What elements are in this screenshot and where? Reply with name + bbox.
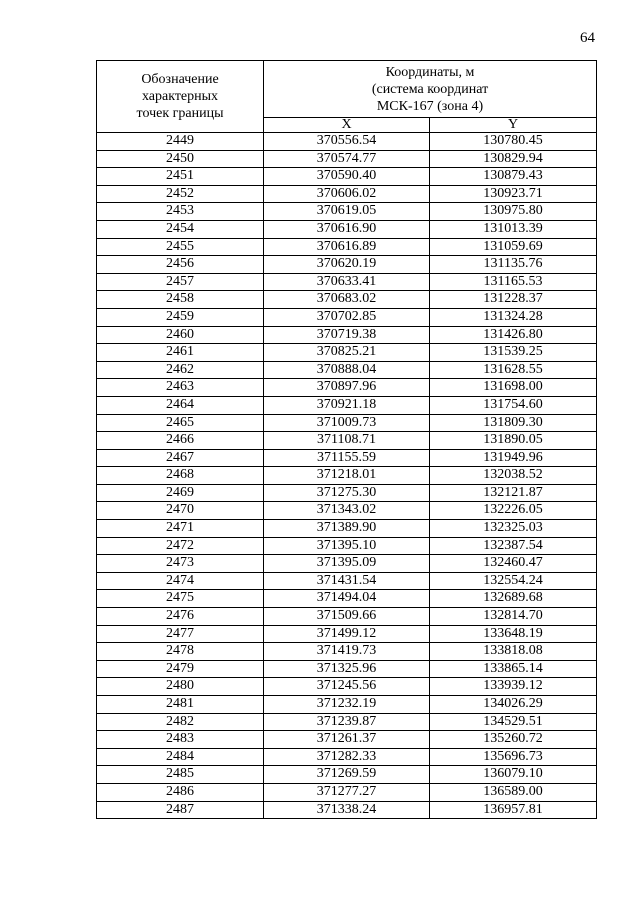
x-coordinate-cell: 371282.33 <box>264 748 430 766</box>
y-coordinate-cell: 133939.12 <box>430 678 597 696</box>
table-row <box>97 308 597 326</box>
y-coordinate-cell: 133818.08 <box>430 643 597 661</box>
x-coordinate-cell: 371338.24 <box>264 801 430 819</box>
point-cell: 2483 <box>97 731 264 749</box>
x-coordinate-cell: 371395.10 <box>264 537 430 555</box>
table-row <box>97 133 597 151</box>
table-row <box>97 678 597 696</box>
point-cell: 2454 <box>97 220 264 238</box>
x-coordinate-cell: 371325.96 <box>264 660 430 678</box>
table-row <box>97 449 597 467</box>
table-row <box>97 537 597 555</box>
point-cell: 2481 <box>97 696 264 714</box>
point-cell: 2466 <box>97 432 264 450</box>
table-row <box>97 396 597 414</box>
table-row <box>97 625 597 643</box>
point-cell: 2471 <box>97 520 264 538</box>
x-coordinate-cell: 370620.19 <box>264 256 430 274</box>
y-coordinate-cell: 131165.53 <box>430 273 597 291</box>
point-header-line-3: точек границы <box>136 106 224 121</box>
point-header-line-1: Обозначение <box>141 72 219 87</box>
x-coordinate-cell: 370719.38 <box>264 326 430 344</box>
table-row <box>97 414 597 432</box>
y-coordinate-cell: 130975.80 <box>430 203 597 221</box>
point-column-header <box>97 61 264 133</box>
coords-header-line-2: (система координат <box>371 81 489 97</box>
point-cell: 2452 <box>97 185 264 203</box>
table-row <box>97 291 597 309</box>
x-coordinate-cell: 370897.96 <box>264 379 430 397</box>
x-coordinate-cell: 370616.90 <box>264 220 430 238</box>
x-coordinate-cell: 370619.05 <box>264 203 430 221</box>
point-cell: 2458 <box>97 291 264 309</box>
table-row <box>97 168 597 186</box>
table-row <box>97 256 597 274</box>
point-cell: 2472 <box>97 537 264 555</box>
x-coordinate-cell: 371419.73 <box>264 643 430 661</box>
table-row <box>97 326 597 344</box>
y-coordinate-cell: 130829.94 <box>430 150 597 168</box>
y-coordinate-cell: 131809.30 <box>430 414 597 432</box>
page-number: 64 <box>580 30 595 46</box>
point-cell: 2456 <box>97 256 264 274</box>
y-coordinate-cell: 131228.37 <box>430 291 597 309</box>
point-cell: 2475 <box>97 590 264 608</box>
y-coordinate-cell: 131754.60 <box>430 396 597 414</box>
point-cell: 2473 <box>97 555 264 573</box>
table-row <box>97 203 597 221</box>
point-cell: 2449 <box>97 133 264 151</box>
y-coordinate-cell: 131426.80 <box>430 326 597 344</box>
coords-header-line-3: МСК-167 (зона 4) <box>376 98 484 114</box>
point-cell: 2461 <box>97 344 264 362</box>
y-coordinate-cell: 136079.10 <box>430 766 597 784</box>
table-row <box>97 379 597 397</box>
y-coordinate-cell: 132121.87 <box>430 484 597 502</box>
point-cell: 2451 <box>97 168 264 186</box>
y-coordinate-cell: 132387.54 <box>430 537 597 555</box>
table-row <box>97 273 597 291</box>
y-coordinate-cell: 136589.00 <box>430 783 597 801</box>
x-coordinate-cell: 370633.41 <box>264 273 430 291</box>
y-coordinate-cell: 132325.03 <box>430 520 597 538</box>
table-row <box>97 801 597 819</box>
x-coordinate-cell: 371389.90 <box>264 520 430 538</box>
table-row <box>97 590 597 608</box>
y-coordinate-cell: 131949.96 <box>430 449 597 467</box>
y-coordinate-cell: 131013.39 <box>430 220 597 238</box>
table-row <box>97 361 597 379</box>
table-row <box>97 748 597 766</box>
y-coordinate-cell: 135696.73 <box>430 748 597 766</box>
table-row <box>97 783 597 801</box>
coords-header-line-1: Координаты, м <box>385 64 475 80</box>
y-coordinate-cell: 131135.76 <box>430 256 597 274</box>
point-cell: 2477 <box>97 625 264 643</box>
point-cell: 2457 <box>97 273 264 291</box>
point-cell: 2480 <box>97 678 264 696</box>
x-coordinate-cell: 371009.73 <box>264 414 430 432</box>
point-cell: 2463 <box>97 379 264 397</box>
y-coordinate-cell: 130780.45 <box>430 133 597 151</box>
x-column-header: X <box>264 118 430 133</box>
x-coordinate-cell: 370702.85 <box>264 308 430 326</box>
y-column-header: Y <box>430 118 597 133</box>
x-coordinate-cell: 370574.77 <box>264 150 430 168</box>
x-coordinate-cell: 371108.71 <box>264 432 430 450</box>
table-row <box>97 238 597 256</box>
x-coordinate-cell: 371239.87 <box>264 713 430 731</box>
table-row <box>97 713 597 731</box>
point-cell: 2455 <box>97 238 264 256</box>
point-cell: 2485 <box>97 766 264 784</box>
point-cell: 2459 <box>97 308 264 326</box>
point-cell: 2479 <box>97 660 264 678</box>
y-coordinate-cell: 131628.55 <box>430 361 597 379</box>
y-coordinate-cell: 134026.29 <box>430 696 597 714</box>
table-row <box>97 344 597 362</box>
y-coordinate-cell: 136957.81 <box>430 801 597 819</box>
y-coordinate-cell: 132554.24 <box>430 572 597 590</box>
point-cell: 2487 <box>97 801 264 819</box>
point-cell: 2462 <box>97 361 264 379</box>
x-coordinate-cell: 371275.30 <box>264 484 430 502</box>
x-coordinate-cell: 370556.54 <box>264 133 430 151</box>
x-coordinate-cell: 371261.37 <box>264 731 430 749</box>
x-coordinate-cell: 371343.02 <box>264 502 430 520</box>
y-coordinate-cell: 131059.69 <box>430 238 597 256</box>
table-row <box>97 572 597 590</box>
y-coordinate-cell: 131539.25 <box>430 344 597 362</box>
point-header-line-2: характерных <box>141 89 219 104</box>
table-row <box>97 660 597 678</box>
table-row <box>97 185 597 203</box>
point-cell: 2468 <box>97 467 264 485</box>
x-coordinate-cell: 370683.02 <box>264 291 430 309</box>
x-coordinate-cell: 371277.27 <box>264 783 430 801</box>
x-coordinate-cell: 370825.21 <box>264 344 430 362</box>
x-coordinate-cell: 371494.04 <box>264 590 430 608</box>
point-cell: 2476 <box>97 608 264 626</box>
x-coordinate-cell: 370616.89 <box>264 238 430 256</box>
y-coordinate-cell: 130923.71 <box>430 185 597 203</box>
x-coordinate-cell: 371245.56 <box>264 678 430 696</box>
point-cell: 2464 <box>97 396 264 414</box>
table-row <box>97 502 597 520</box>
table-row <box>97 766 597 784</box>
y-coordinate-cell: 131698.00 <box>430 379 597 397</box>
table-body <box>97 133 597 819</box>
x-coordinate-cell: 370606.02 <box>264 185 430 203</box>
coordinates-table <box>96 60 597 819</box>
point-cell: 2469 <box>97 484 264 502</box>
point-cell: 2465 <box>97 414 264 432</box>
point-cell: 2478 <box>97 643 264 661</box>
x-coordinate-cell: 371499.12 <box>264 625 430 643</box>
y-coordinate-cell: 132038.52 <box>430 467 597 485</box>
table-row <box>97 484 597 502</box>
table-row <box>97 467 597 485</box>
y-coordinate-cell: 132814.70 <box>430 608 597 626</box>
table-header <box>97 61 597 133</box>
point-cell: 2460 <box>97 326 264 344</box>
y-coordinate-cell: 133648.19 <box>430 625 597 643</box>
table-row <box>97 555 597 573</box>
point-cell: 2470 <box>97 502 264 520</box>
y-coordinate-cell: 131324.28 <box>430 308 597 326</box>
x-coordinate-cell: 371395.09 <box>264 555 430 573</box>
x-coordinate-cell: 371509.66 <box>264 608 430 626</box>
x-coordinate-cell: 371431.54 <box>264 572 430 590</box>
point-cell: 2474 <box>97 572 264 590</box>
y-coordinate-cell: 135260.72 <box>430 731 597 749</box>
point-cell: 2450 <box>97 150 264 168</box>
x-coordinate-cell: 371269.59 <box>264 766 430 784</box>
table-row <box>97 608 597 626</box>
table-row <box>97 520 597 538</box>
table-row <box>97 432 597 450</box>
x-coordinate-cell: 370888.04 <box>264 361 430 379</box>
point-cell: 2482 <box>97 713 264 731</box>
y-coordinate-cell: 131890.05 <box>430 432 597 450</box>
table-row <box>97 731 597 749</box>
y-coordinate-cell: 133865.14 <box>430 660 597 678</box>
y-coordinate-cell: 132460.47 <box>430 555 597 573</box>
table-row <box>97 150 597 168</box>
table-row <box>97 696 597 714</box>
y-coordinate-cell: 132689.68 <box>430 590 597 608</box>
x-coordinate-cell: 370590.40 <box>264 168 430 186</box>
coordinates-column-header <box>264 61 597 118</box>
point-cell: 2453 <box>97 203 264 221</box>
x-coordinate-cell: 371155.59 <box>264 449 430 467</box>
x-coordinate-cell: 370921.18 <box>264 396 430 414</box>
point-cell: 2486 <box>97 783 264 801</box>
y-coordinate-cell: 132226.05 <box>430 502 597 520</box>
table-row <box>97 643 597 661</box>
y-coordinate-cell: 134529.51 <box>430 713 597 731</box>
point-cell: 2467 <box>97 449 264 467</box>
x-coordinate-cell: 371218.01 <box>264 467 430 485</box>
y-coordinate-cell: 130879.43 <box>430 168 597 186</box>
table-row <box>97 220 597 238</box>
point-cell: 2484 <box>97 748 264 766</box>
x-coordinate-cell: 371232.19 <box>264 696 430 714</box>
